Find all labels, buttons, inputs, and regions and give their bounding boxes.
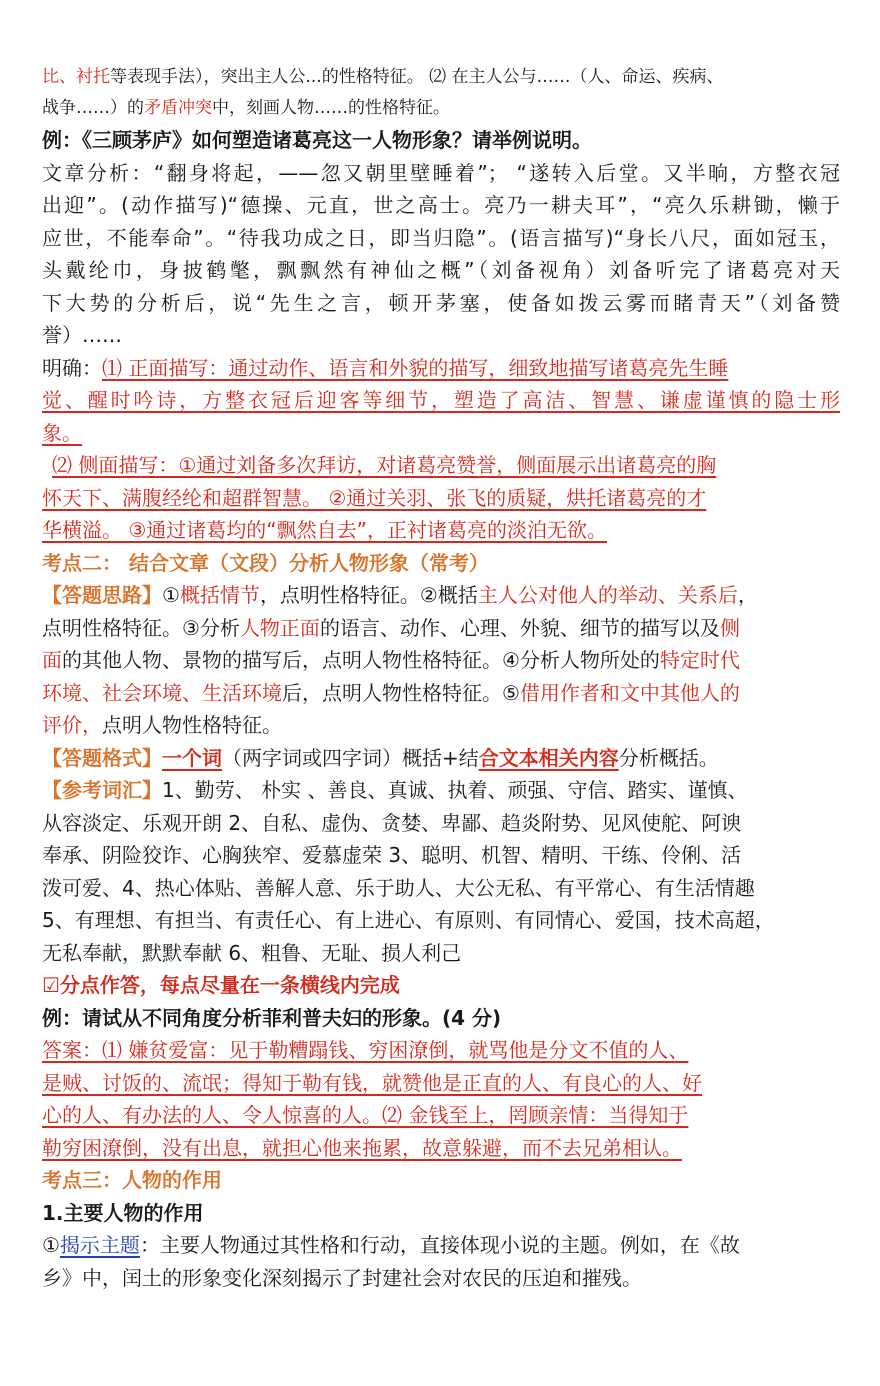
intro-red-term: 比、衬托 [42, 67, 110, 87]
analysis-line: 头戴纶巾，身披鹤氅，飘飘然有神仙之概”（刘备视角）刘备听完了诸葛亮对天 [42, 258, 840, 282]
clear-line: 华横溢。 ③通过诸葛均的“飘然自去”，正衬诸葛亮的淡泊无欲。 [42, 518, 608, 542]
approach-line-5 [42, 709, 840, 742]
clear-text: ⑴ 正面描写：通过动作、语言和外貌的描写，细致地描写诸葛亮先生睡 [102, 355, 729, 380]
vocab-line: 5、有理想、有担当、有责任心、有上进心、有原则、有同情心、爱国，技术高超， [42, 908, 775, 932]
approach-line-1 [42, 579, 840, 612]
approach-red: 环境、社会环境、生活环境 [42, 680, 282, 705]
approach-red: 侧 [719, 615, 740, 640]
clear-label: 明确： [42, 355, 102, 380]
role-text: ：主要人物通过其性格和行动，直接体现小说的主题。例如，在《故 [139, 1233, 740, 1257]
approach-label: 【答题思路】 [42, 583, 162, 607]
approach-line-3 [42, 644, 840, 677]
approach-text: ，点明性格特征。②概括 [259, 583, 478, 607]
clear-line: 象。 [42, 420, 82, 445]
answer-line: 心的人、有办法的人、令人惊喜的人。⑵ 金钱至上，罔顾亲情：当得知于 [42, 1103, 689, 1127]
approach-text: 点明人物性格特征。 [102, 713, 282, 737]
approach-text: 后，点明人物性格特征。⑤ [282, 680, 520, 705]
vocab-line: 从容淡定、乐观开朗 2、自私、虚伪、贪婪、卑鄙、趋炎附势、见风使舵、阿谀 [42, 810, 742, 835]
approach-line-2 [42, 612, 840, 645]
point-2-heading: 考点二： 结合文章（文段）分析人物形象（常考） [42, 550, 489, 575]
format-label: 【答题格式】 [42, 745, 162, 770]
clear-line: 怀天下、满腹经纶和超群智慧。 ②通过关羽、张飞的质疑，烘托诸葛亮的才 [42, 485, 707, 510]
approach-text: 点明性格特征。③分析 [42, 615, 240, 640]
example-2-question: 例：请试从不同角度分析菲利普夫妇的形象。(4 分) [42, 1005, 502, 1030]
format-text: 分析概括。 [618, 745, 719, 770]
point-3-heading: 考点三：人物的作用 [42, 1168, 222, 1192]
approach-text: 的其他人物、景物的描写后，点明人物性格特征。④分析人物所处的 [62, 648, 660, 672]
intro-text: 战争……）的 [42, 98, 144, 118]
analysis-line: 文章分析：“翻身将起，——忽又朝里壁睡着”； “遂转入后堂。又半晌，方整衣冠 [42, 160, 840, 185]
vocab-line-1 [42, 774, 840, 807]
approach-red: 概括情节 [179, 583, 260, 607]
vocab-line: 奉承、阴险狡诈、心胸狭窄、爱慕虚荣 3、聪明、机智、精明、干练、伶俐、活 [42, 843, 742, 867]
approach-red: 面 [42, 648, 62, 672]
answer-line: 勒穷困潦倒，没有出息，就担心他来拖累，故意躲避，而不去兄弟相认。 [42, 1135, 682, 1160]
format-text: （两字词或四字词）概括+结 [222, 745, 479, 770]
approach-red: 评价， [42, 713, 102, 737]
approach-red: 人物正面 [239, 615, 320, 640]
format-red: 合文本相关内容 [478, 745, 619, 770]
approach-text: ， [737, 583, 758, 607]
vocab-label: 【参考词汇】 [42, 778, 162, 802]
approach-text: ① [162, 583, 180, 607]
role-term: 揭示主题 [59, 1233, 140, 1257]
analysis-line: 出迎”。(动作描写)“德操、元直，世之高士。亮乃一耕夫耳”，“亮久乐耕锄，懒于 [42, 193, 840, 217]
answer-tip: ☑分点作答，每点尽量在一条横线内完成 [42, 973, 400, 997]
clear-line: 觉、醒时吟诗，方整衣冠后迎客等细节，塑造了高洁、智慧、谦虚谨慎的隐士形 [42, 388, 840, 412]
vocab-line: 无私奉献，默默奉献 6、粗鲁、无耻、损人利己 [42, 940, 462, 965]
analysis-line: 应世，不能奉命”。“待我功成之日，即当归隐”。(语言描写)“身长八尺，面如冠玉， [42, 225, 840, 250]
role-item-1-cont: 乡》中，闰土的形象变化深刻揭示了封建社会对农民的压迫和摧残。 [42, 1265, 642, 1290]
clear-line-1 [42, 352, 840, 385]
example-1-question: 例：《三顾茅庐》如何塑造诸葛亮这一人物形象？请举例说明。 [42, 128, 592, 152]
vocab-text: 1、勤劳、 朴实 、善良、真诚、执着、顽强、守信、踏实、谨慎、 [162, 778, 748, 802]
vocab-line: 泼可爱、4、热心体贴、善解人意、乐于助人、大公无私、有平常心、有生活情趣 [42, 875, 755, 900]
approach-red: 主人公对他人的举动、关系后 [477, 583, 738, 607]
analysis-line: 誉）…… [42, 323, 122, 347]
intro-red-term: 矛盾冲突 [144, 98, 212, 118]
role-item-1 [42, 1229, 840, 1262]
analysis-line: 下大势的分析后，说“先生之言，顿开茅塞，使备如拨云雾而睹青天”（刘备赞 [42, 290, 840, 315]
answer-line: 答案：⑴ 嫌贫爱富：见于勒糟蹋钱、穷困潦倒，就骂他是分文不值的人、 [42, 1038, 689, 1062]
format-red: 一个词 [162, 745, 222, 770]
intro-text: 中，刻画人物……的性格特征。 [212, 98, 450, 118]
approach-text: 的语言、动作、心理、外貌、细节的描写以及 [319, 615, 720, 640]
intro-line-1 [42, 62, 840, 93]
intro-line-2 [42, 93, 840, 124]
answer-line: 是贼、讨饭的、流氓；得知于勒有钱，就赞他是正直的人、有良心的人、好 [42, 1070, 702, 1095]
approach-line-4 [42, 677, 840, 710]
format-line [42, 742, 840, 775]
intro-text: 等表现手法），突出主人公...的性格特征。 ⑵ 在主人公与……（人、命运、疾病、 [110, 67, 724, 87]
point-3-subheading: 1.主要人物的作用 [42, 1200, 204, 1225]
approach-red: 借用作者和文中其他人的 [519, 680, 740, 705]
role-number: ① [42, 1233, 60, 1257]
clear-line: ⑵ 侧面描写：①通过刘备多次拜访，对诸葛亮赞誉，侧面展示出诸葛亮的胸 [52, 453, 717, 477]
approach-red: 特定时代 [659, 648, 740, 672]
